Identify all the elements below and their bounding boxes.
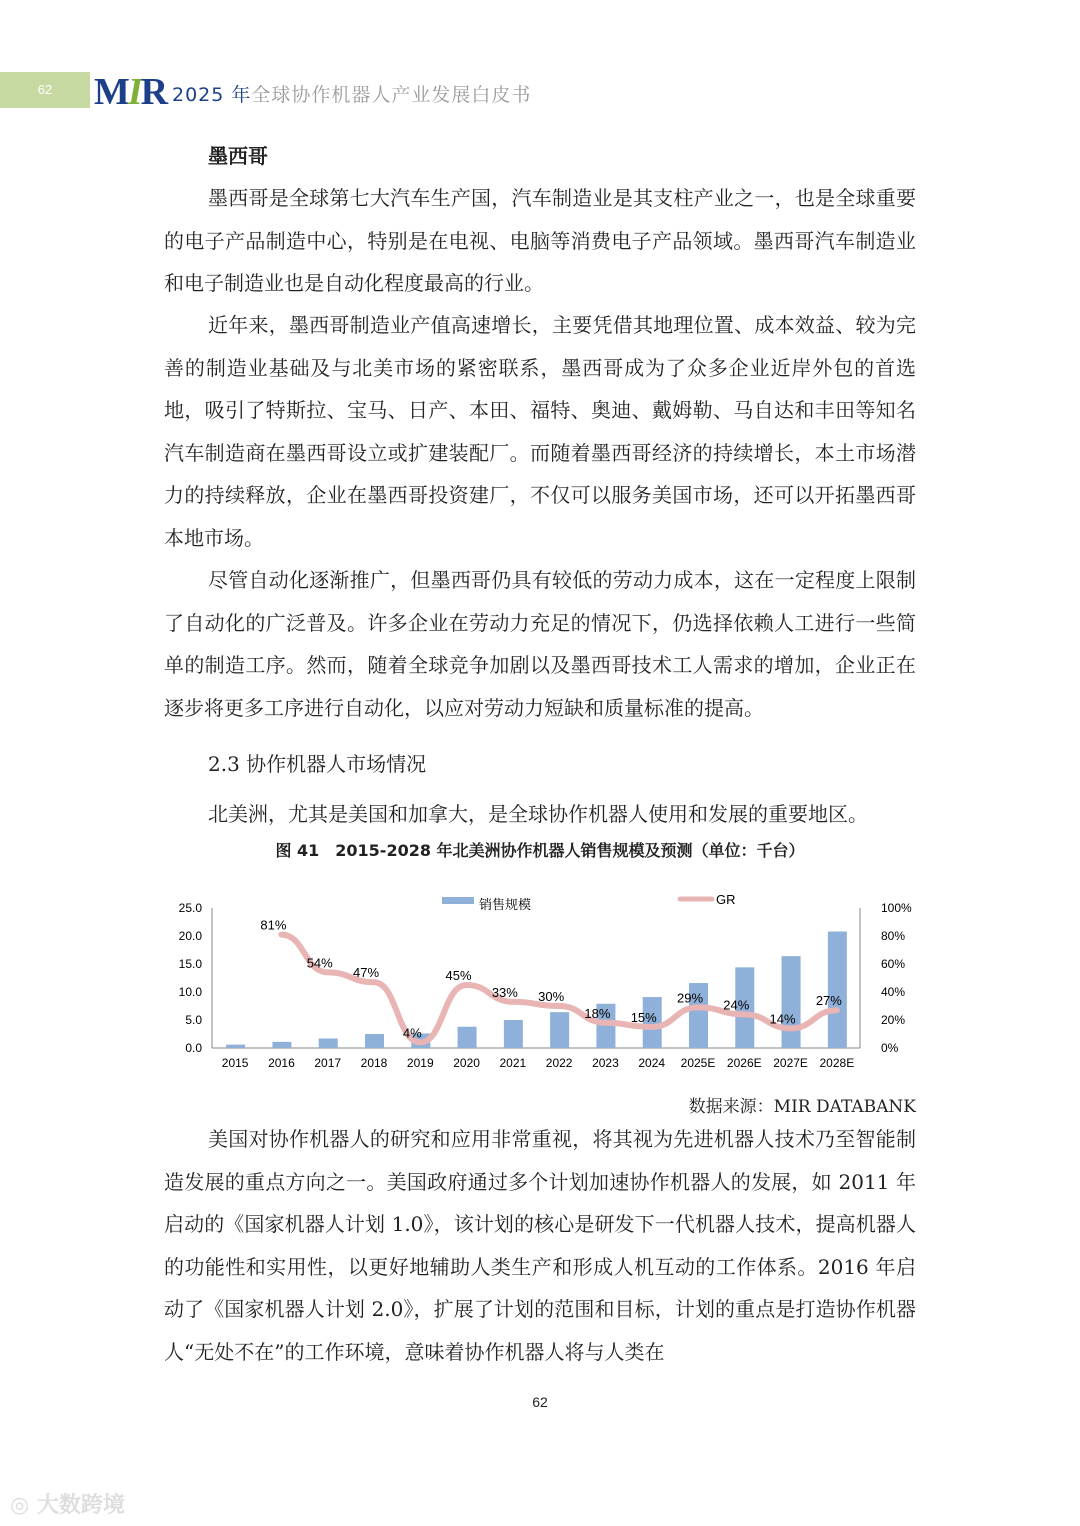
bar	[319, 1038, 338, 1048]
header-title-text: 全球协作机器人产业发展白皮书	[251, 84, 532, 106]
growth-label: 30%	[538, 989, 565, 1004]
x-tick: 2027E	[773, 1056, 808, 1070]
x-tick: 2022	[545, 1056, 573, 1070]
header-title	[172, 80, 531, 107]
bar	[550, 1012, 569, 1048]
sales-chart	[160, 885, 930, 1080]
growth-label: 81%	[260, 917, 287, 933]
paragraph: 近年来，墨西哥制造业产值高速增长，主要凭借其地理位置、成本效益、较为完善的制造业基础及与北美市场的紧密联系，墨西哥成为了众多企业近岸外包的首选地，吸引了特斯拉、宝马、日产、本田、福特、奥迪、戴姆勒、马自达和丰田等知名汽车制造商在墨西哥设立或扩建装配厂。而随着墨西哥经济的持续增长，本土市场潜力的持续释放，企业在墨西哥投资建厂，不仅可以服务美国市场，还可以开拓墨西哥本地市场。	[164, 313, 916, 550]
y-left-tick: 20.0	[178, 929, 202, 943]
growth-label: 18%	[584, 1005, 611, 1021]
bar	[272, 1042, 291, 1048]
paragraph: 墨西哥是全球第七大汽车生产国，汽车制造业是其支柱产业之一，也是全球重要的电子产品制造中心，特别是在电视、电脑等消费电子产品领域。墨西哥汽车制造业和电子制造业也是自动化程度最高的行业。	[164, 186, 916, 295]
growth-label: 54%	[306, 955, 333, 971]
growth-label: 15%	[630, 1010, 657, 1025]
y-right-tick: 80%	[881, 929, 906, 943]
x-tick: 2026E	[726, 1056, 762, 1070]
bar	[365, 1034, 384, 1048]
y-left-tick: 0.0	[185, 1041, 202, 1055]
x-tick: 2025E	[680, 1056, 716, 1070]
paragraph: 尽管自动化逐渐推广，但墨西哥仍具有较低的劳动力成本，这在一定程度上限制了自动化的广泛普及。许多企业在劳动力充足的情况下，仍选择依赖人工进行一些简单的制造工序。然而，随着全球竞争加剧以及墨西哥技术工人需求的增加，企业正在逐步将更多工序进行自动化，以应对劳动力短缺和质量标准的提高。	[164, 568, 916, 720]
y-right-tick: 40%	[881, 985, 906, 999]
bar	[504, 1020, 523, 1048]
bar	[828, 932, 847, 1048]
y-left-tick: 5.0	[185, 1013, 202, 1027]
growth-label: 14%	[769, 1011, 796, 1027]
paragraph: 北美洲，尤其是美国和加拿大，是全球协作机器人使用和发展的重要地区。	[208, 802, 868, 826]
legend-label: 销售规模	[479, 897, 532, 912]
x-tick: 2018	[360, 1056, 388, 1070]
legend-bar-swatch	[442, 897, 474, 904]
bar	[458, 1027, 477, 1048]
x-tick: 2023	[592, 1056, 619, 1070]
header-page-number: 62	[37, 82, 53, 97]
y-right-tick: 100%	[881, 901, 912, 915]
y-right-tick: 20%	[881, 1013, 906, 1027]
x-tick: 2024	[638, 1056, 666, 1070]
y-left-tick: 10.0	[178, 985, 202, 999]
growth-label: 27%	[815, 993, 842, 1009]
bar	[782, 956, 801, 1048]
x-tick: 2021	[499, 1056, 527, 1070]
growth-label: 33%	[491, 984, 518, 1000]
data-source: 数据来源：MIR DATABANK	[688, 1097, 916, 1117]
section-heading: 墨西哥	[208, 144, 268, 168]
y-right-tick: 0%	[881, 1041, 899, 1055]
y-left-tick: 25.0	[178, 901, 202, 915]
legend-label: GR	[716, 892, 736, 907]
growth-label: 24%	[723, 997, 750, 1013]
bar	[226, 1045, 245, 1048]
header-year: 2025 年	[172, 84, 252, 106]
x-tick: 2020	[453, 1056, 480, 1070]
footer-page-number: 62	[532, 1394, 548, 1410]
subsection-heading: 2.3 协作机器人市场情况	[208, 752, 427, 776]
x-tick: 2017	[314, 1056, 342, 1070]
watermark-logo: ◎ 大数跨境	[10, 1493, 125, 1518]
figure-caption: 图 41 2015-2028 年北美洲协作机器人销售规模及预测（单位：千台）	[275, 841, 805, 860]
growth-label: 4%	[402, 1025, 422, 1041]
x-tick: 2015	[221, 1056, 249, 1070]
x-tick: 2016	[268, 1056, 295, 1070]
growth-label: 45%	[445, 968, 472, 983]
growth-label: 47%	[352, 965, 380, 981]
growth-label: 29%	[676, 990, 704, 1006]
paragraph: 美国对协作机器人的研究和应用非常重视，将其视为先进机器人技术乃至智能制造发展的重点方向之一。美国政府通过多个计划加速协作机器人的发展，如 2011 年启动的《国家机器人计划 1.0》，该计划的核心是研发下一代机器人技术，提高机器人的功能性和实用性，以更好地辅助人类生产和形成人机互动的工作体系。2016 年启动了《国家机器人计划 2.0》，扩展了计划的范围和目标，计划的重点是打造协作机器人“无处不在”的工作环境，意味着协作机器人将与人类在	[164, 1127, 916, 1364]
x-tick: 2019	[406, 1056, 434, 1070]
y-right-tick: 60%	[881, 957, 906, 971]
mir-logo: MIR	[94, 71, 167, 113]
y-left-tick: 15.0	[178, 957, 202, 971]
x-tick: 2028E	[819, 1056, 855, 1070]
